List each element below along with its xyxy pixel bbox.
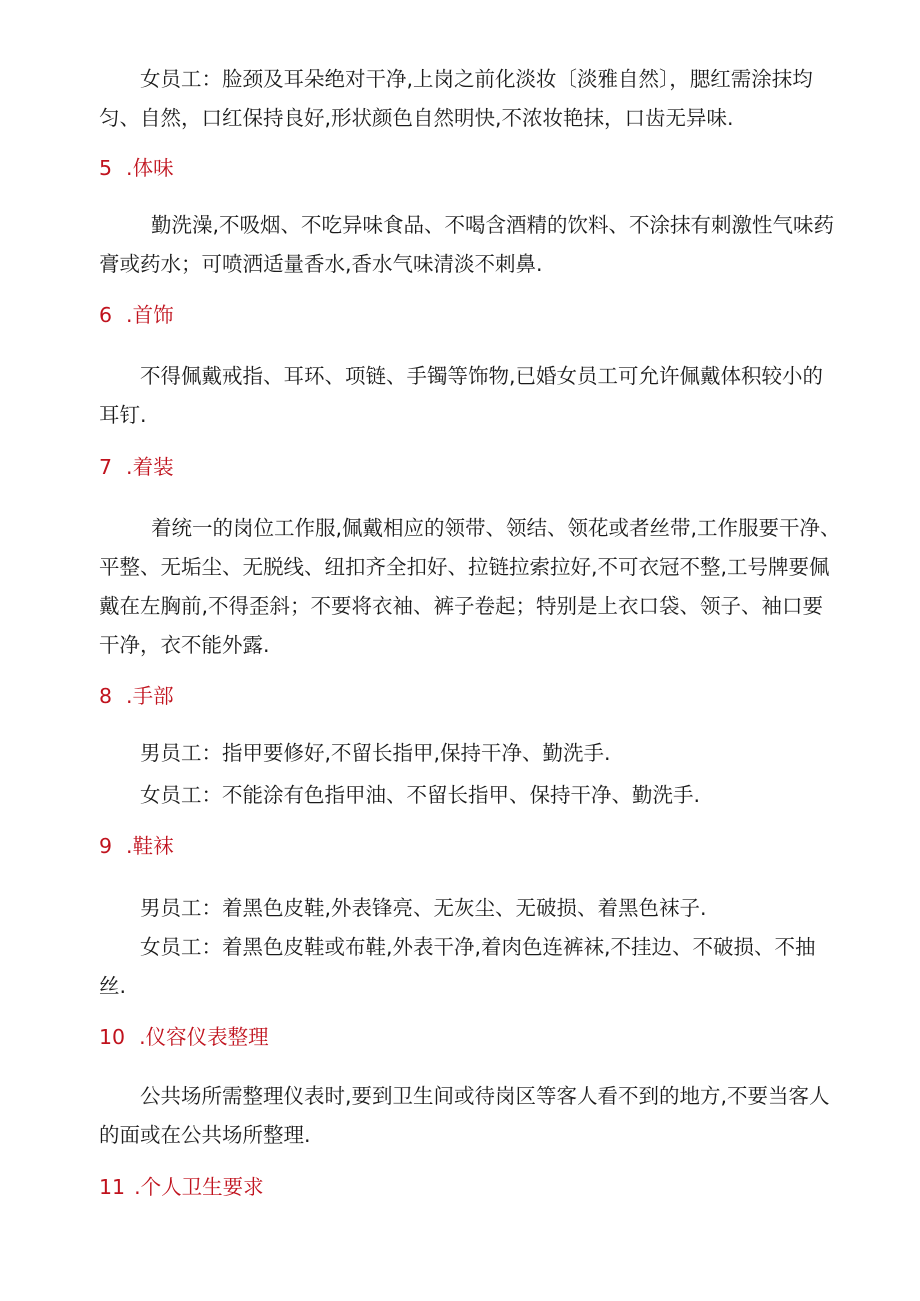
section-number: 5: [99, 156, 113, 180]
section-title: .着装: [126, 455, 174, 479]
section-5-paragraph: 勤洗澡,不吸烟、不吃异味食品、不喝含酒精的饮料、不涂抹有刺激性气味药膏或药水；可喷洒适量香水,香水气味清淡不刺鼻.: [99, 213, 835, 276]
intro-paragraph: 女员工：脸颈及耳朵绝对干净,上岗之前化淡妆〔淡雅自然〕，腮红需涂抹均匀、自然，口红保持良好,形状颜色自然明快,不浓妆艳抹，口齿无异味.: [99, 67, 813, 130]
section-8-paragraph-male: 男员工：指甲要修好,不留长指甲,保持干净、勤洗手.: [140, 741, 611, 765]
section-number: 10: [99, 1025, 126, 1049]
section-title: .手部: [126, 684, 174, 708]
section-heading-6: [99, 301, 174, 329]
section-number: 7: [99, 455, 113, 479]
section-heading-8: [99, 682, 174, 710]
section-heading-5: [99, 154, 174, 182]
section-number: 9: [99, 834, 113, 858]
section-title: .仪容仪表整理: [139, 1025, 269, 1049]
section-10-paragraph: 公共场所需整理仪表时,要到卫生间或待岗区等客人看不到的地方,不要当客人的面或在公共场所整理.: [99, 1084, 830, 1147]
section-6-paragraph: 不得佩戴戒指、耳环、项链、手镯等饰物,已婚女员工可允许佩戴体积较小的耳钉.: [99, 364, 824, 427]
section-9-paragraph-male: 男员工：着黑色皮鞋,外表锋亮、无灰尘、无破损、着黑色袜子.: [140, 896, 707, 920]
section-7-paragraph: 着统一的岗位工作服,佩戴相应的领带、领结、领花或者丝带,工作服要干净、平整、无垢尘、无脱线、纽扣齐全扣好、拉链拉索拉好,不可衣冠不整,工号牌要佩戴在左胸前,不得歪斜；不要将衣袖、裤子卷起；特别是上衣口袋、领子、袖口要干净，衣不能外露.: [99, 516, 841, 657]
section-title: .个人卫生要求: [134, 1175, 264, 1199]
section-heading-9: [99, 832, 174, 860]
section-title: .鞋袜: [126, 834, 174, 858]
section-9-paragraph-female: 女员工：着黑色皮鞋或布鞋,外表干净,着肉色连裤袜,不挂边、不破损、不抽丝.: [99, 935, 816, 998]
section-heading-7: [99, 453, 174, 481]
section-number: 6: [99, 303, 113, 327]
section-8-paragraph-female: 女员工：不能涂有色指甲油、不留长指甲、保持干净、勤洗手.: [140, 783, 701, 807]
section-title: .体味: [126, 156, 174, 180]
section-number: 8: [99, 684, 113, 708]
section-title: .首饰: [126, 303, 174, 327]
section-number: 11: [99, 1175, 126, 1199]
section-heading-10: [99, 1023, 269, 1051]
section-heading-11: [99, 1173, 264, 1201]
